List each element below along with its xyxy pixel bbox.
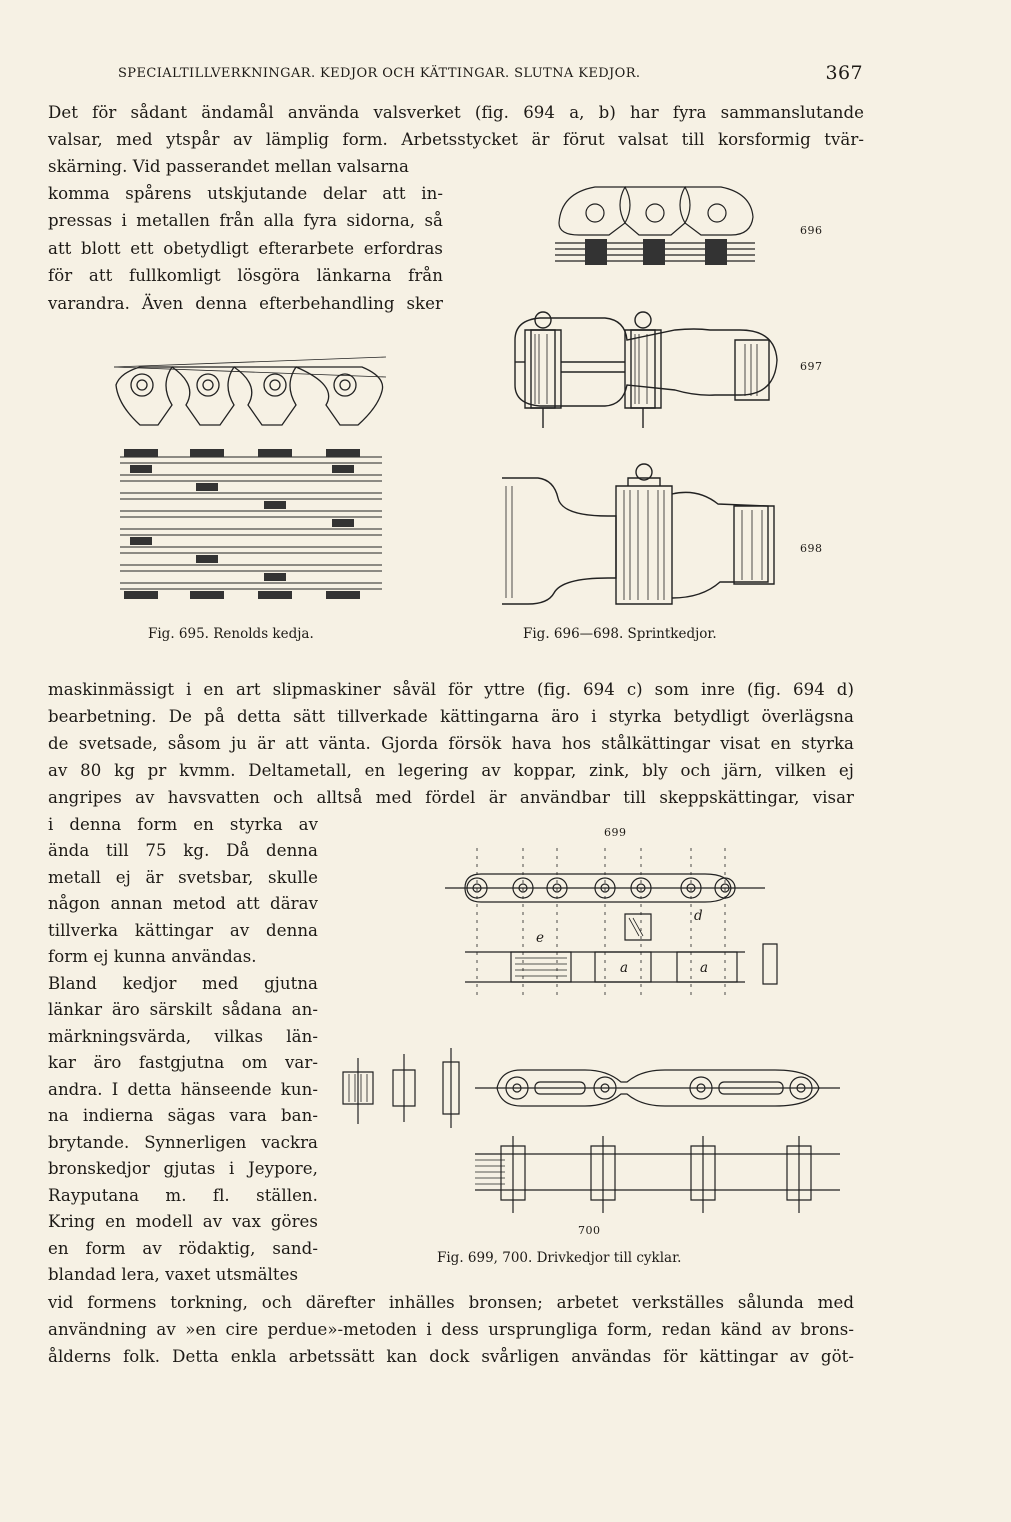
text-line: blandad lera, vaxet utsmältes xyxy=(48,1265,299,1284)
text-line: för att fullkomligt lösgöra länkarna från xyxy=(48,266,443,285)
running-header xyxy=(118,62,863,86)
text-line: ända till 75 kg. Då denna xyxy=(48,841,318,860)
label-e: e xyxy=(536,930,544,946)
figure-696-chain xyxy=(555,183,755,268)
text-line: angripes av havsvatten och alltså med fördel är användbar till skeppskättingar, visar xyxy=(48,788,854,807)
figure-695-caption: Fig. 695. Renolds kedja. xyxy=(148,626,314,642)
text-line: pressas i metallen från alla fyra sidorna, så xyxy=(48,211,443,230)
text-line: varandra. Även denna efterbehandling sker xyxy=(48,294,443,313)
text-line: någon annan metod att därav xyxy=(48,894,318,913)
label-a-second: a xyxy=(700,960,709,976)
text-line: maskinmässigt i en art slipmaskiner såväl för yttre (fig. 694 c) som inre (fig. 694 d) xyxy=(48,680,854,699)
text-line: bearbetning. De på detta sätt tillverkade kättingarna äro i styrka betydligt överlägsna xyxy=(48,707,854,726)
figure-698-number: 698 xyxy=(800,542,823,555)
figure-698-chain xyxy=(498,458,788,608)
text-line: en form av rödaktig, sand- xyxy=(48,1239,318,1258)
figure-699-700-caption: Fig. 699, 700. Drivkedjor till cyklar. xyxy=(437,1250,682,1266)
figure-695-renolds-chain xyxy=(100,345,400,610)
figure-700-bicycle-chain xyxy=(335,1048,845,1218)
text-line: ålderns folk. Detta enkla arbetssätt kan dock svårligen användas för kättingar av göt- xyxy=(48,1347,854,1366)
label-d: d xyxy=(694,908,703,924)
text-line: att blott ett obetydligt efterarbete erfordras xyxy=(48,239,443,258)
figure-697-number: 697 xyxy=(800,360,823,373)
figure-696-698-caption: Fig. 696—698. Sprintkedjor. xyxy=(523,626,717,642)
text-line: länkar äro särskilt sådana an- xyxy=(48,1000,318,1019)
text-line: bronskedjor gjutas i Jeypore, xyxy=(48,1159,318,1178)
text-line: brytande. Synnerligen vackra xyxy=(48,1133,318,1152)
text-line: vid formens torkning, och därefter inhälles bronsen; arbetet verkställes sålunda med xyxy=(48,1293,854,1312)
text-line: komma spårens utskjutande delar att in- xyxy=(48,184,443,203)
text-line: Rayputana m. fl. ställen. xyxy=(48,1186,318,1205)
text-line: Kring en modell av vax göres xyxy=(48,1212,318,1231)
text-line: i denna form en styrka av xyxy=(48,815,318,834)
figure-697-chain xyxy=(495,300,795,435)
running-title: SPECIALTILLVERKNINGAR. KEDJOR OCH KÄTTINGAR. SLUTNA KEDJOR. xyxy=(118,66,641,81)
text-line: valsar, med ytspår av lämplig form. Arbetsstycket är förut valsat till korsformig tvär- xyxy=(48,130,864,149)
text-line: na indierna sägas vara ban- xyxy=(48,1106,318,1125)
text-line: form ej kunna användas. xyxy=(48,947,257,966)
figure-696-number: 696 xyxy=(800,224,823,237)
figure-699-number: 699 xyxy=(604,826,627,839)
text-line: av 80 kg pr kvmm. Deltametall, en legering av koppar, zink, bly och järn, vilken ej xyxy=(48,761,854,780)
text-line: kar äro fastgjutna om var- xyxy=(48,1053,318,1072)
text-line: Bland kedjor med gjutna xyxy=(48,974,318,993)
text-line: andra. I detta hänseende kun- xyxy=(48,1080,318,1099)
figure-700-number: 700 xyxy=(578,1224,601,1237)
text-line: tillverka kättingar av denna xyxy=(48,921,318,940)
label-a-first: a xyxy=(620,960,629,976)
text-line: användning av »en cire perdue»-metoden i dess ursprungliga form, redan känd av brons- xyxy=(48,1320,854,1339)
text-line: Det för sådant ändamål använda valsverket (fig. 694 a, b) har fyra sammanslutande xyxy=(48,103,864,122)
text-line: de svetsade, såsom ju är att vänta. Gjorda försök hava hos stålkättingar visat en styrka xyxy=(48,734,854,753)
text-line: metall ej är svetsbar, skulle xyxy=(48,868,318,887)
text-line: skärning. Vid passerandet mellan valsarna xyxy=(48,157,409,176)
page-number: 367 xyxy=(825,62,863,84)
text-line: märkningsvärda, vilkas län- xyxy=(48,1027,318,1046)
